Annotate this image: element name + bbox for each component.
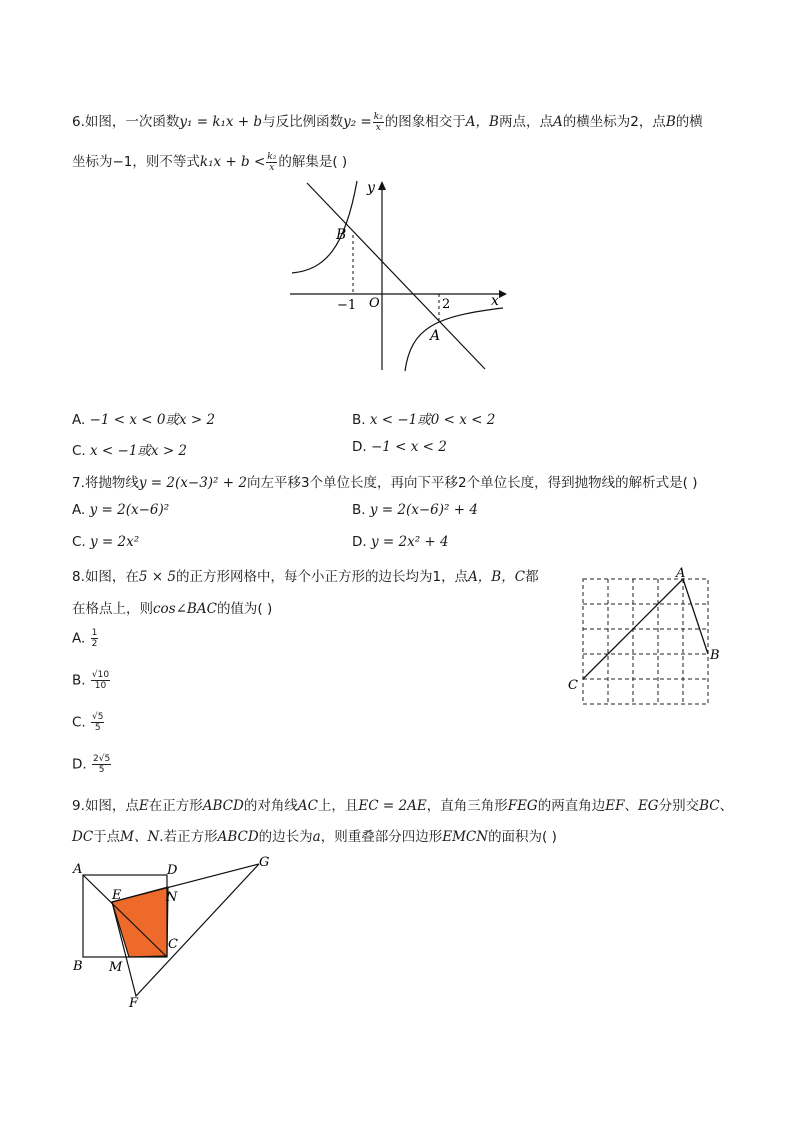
q7-option-b[interactable]: B. y = 2(x−6)² + 4 (352, 502, 478, 518)
q8-option-d[interactable]: D. $\frac{2√5}{5}$ (72, 754, 111, 775)
label-e: E (112, 888, 122, 903)
fraction: $\frac{2√5}{5}$ (92, 754, 111, 775)
q6-option-d[interactable]: D. −1 < x < 2 (352, 439, 447, 455)
label-b: B (73, 959, 83, 974)
q6-option-a[interactable]: A. −1 < x < 0或x > 2 (72, 412, 216, 428)
label-g: G (259, 855, 270, 870)
tick-minus-1: −1 (337, 298, 357, 313)
q6-line2: 坐标为−1，则不等式k₁x + b < $\frac{\text{k₂}}{x}$ 的解集是( ) (72, 151, 348, 173)
label-f: F (129, 996, 139, 1011)
fraction: $\frac{√5}{5}$ (92, 712, 104, 733)
q8-option-b[interactable]: B. $\frac{√10}{10}$ (72, 670, 110, 691)
q9-line1: 9.如图，点E在正方形ABCD的对角线AC上，且EC = 2AE，直角三角形FEG的两直角边EF、EG分别交BC、 (72, 798, 734, 814)
q8-grid-figure (565, 566, 725, 711)
label-a: A (73, 862, 83, 877)
label-n: N (166, 890, 178, 905)
q6-function-graph (285, 178, 510, 376)
q8-line2: 在格点上，则cos∠BAC的值为( ) (72, 601, 273, 617)
hyperbola-branch-upper-left (292, 181, 357, 273)
q8-option-a[interactable]: A. $\frac{1}{2}$ (72, 628, 98, 649)
label-x: x (491, 293, 499, 309)
linear-function-line (307, 183, 485, 369)
q6-option-c[interactable]: C. x < −1或x > 2 (72, 443, 188, 459)
hyperbola-branch-lower-right (405, 308, 503, 371)
label-a: A (676, 566, 686, 581)
label-m: M (109, 960, 123, 975)
fraction: $\frac{√10}{10}$ (91, 670, 110, 691)
q7-option-c[interactable]: C. y = 2x² (72, 534, 140, 550)
label-point-a: A (430, 328, 441, 344)
label-point-b: B (336, 227, 347, 243)
label-origin: O (369, 296, 380, 311)
tick-2: 2 (442, 297, 451, 312)
label-d: D (167, 863, 178, 878)
q9-square-figure (68, 850, 283, 1012)
label-c: C (168, 937, 178, 952)
label-b: B (710, 648, 720, 663)
q9-line2: DC于点M、N.若正方形ABCD的边长为a，则重叠部分四边形EMCN的面积为( ) (72, 829, 557, 845)
y-axis-arrow (378, 181, 386, 190)
q7-option-d[interactable]: D. y = 2x² + 4 (352, 534, 449, 550)
x-axis-arrow (499, 290, 507, 298)
q7-stem: 7.将抛物线y = 2(x−3)² + 2向左平移3个单位长度，再向下平移2个单位长度，得到抛物线的解析式是( ) (72, 475, 698, 491)
q6-option-b[interactable]: B. x < −1或0 < x < 2 (352, 412, 496, 428)
q6-line1: 6.如图，一次函数y₁ = k₁x + b与反比例函数y₂ = $\frac{\text{k₂}}{x}$ 的图象相交于A，B两点，点A的横坐标为2，点B的横 (72, 111, 703, 133)
label-c: C (568, 678, 578, 693)
fraction: $\frac{\text{k₂}}{x}$ (267, 151, 277, 173)
label-y: y (367, 180, 375, 196)
q7-option-a[interactable]: A. y = 2(x−6)² (72, 502, 170, 518)
fraction: $\frac{\text{k₂}}{x}$ (373, 111, 383, 133)
q8-line1: 8.如图，在5 × 5的正方形网格中，每个小正方形的边长均为1，点A，B，C都 (72, 569, 539, 585)
fraction: $\frac{1}{2}$ (91, 628, 98, 649)
q8-option-c[interactable]: C. $\frac{√5}{5}$ (72, 712, 104, 733)
